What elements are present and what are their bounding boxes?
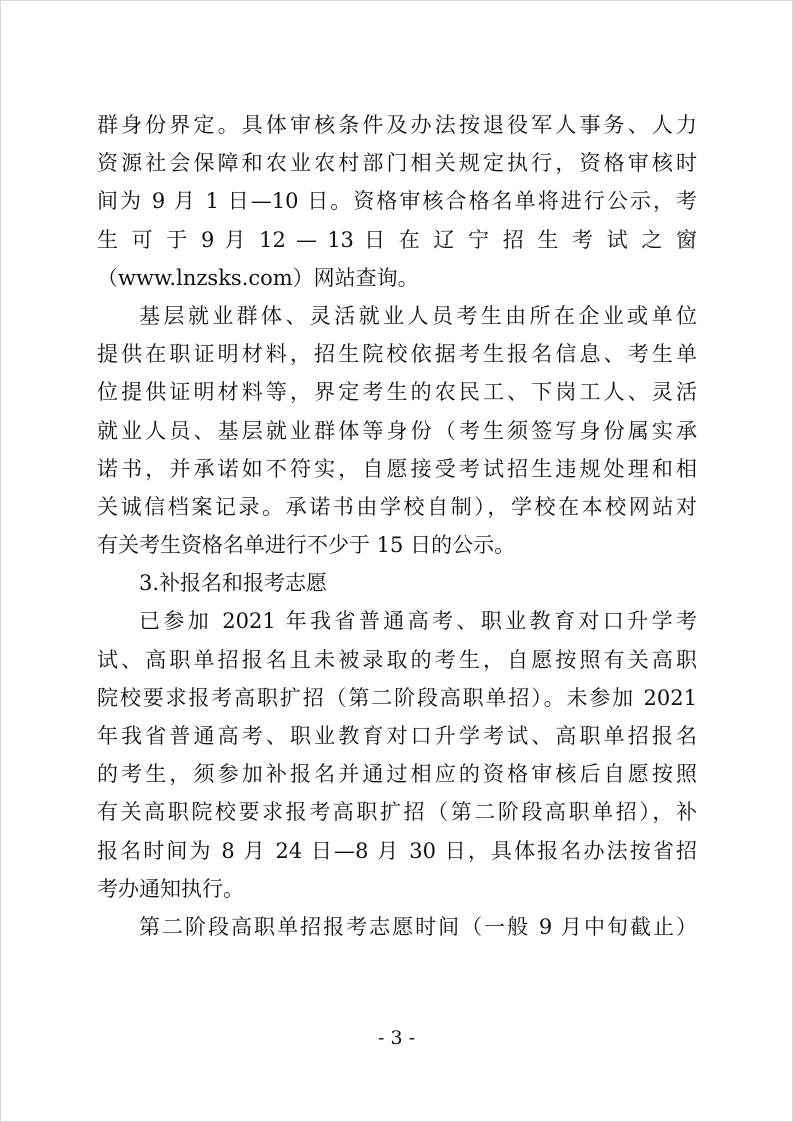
text-line: 资源社会保障和农业农村部门相关规定执行，资格审核时 <box>97 151 697 176</box>
text-line: 群身份界定。具体审核条件及办法按退役军人事务、人力 <box>97 113 697 137</box>
text-line: 报名时间为 8 月 24 日—8 月 30 日，具体报名办法按省招 <box>97 838 697 863</box>
text-line: 诺书，并承诺如不符实，自愿接受考试招生违规处理和相 <box>97 456 697 481</box>
text-line: 位提供证明材料等，界定考生的农民工、下岗工人、灵活 <box>97 380 697 405</box>
text-line: 生 可 于 9 月 12 — 13 日 在 辽 宁 招 生 考 试 之 窗 <box>97 227 697 252</box>
text-line: 就业人员、基层就业群体等身份（考生须签写身份属实承 <box>97 418 697 443</box>
text-line: （www.lnzsks.com）网站查询。 <box>97 265 419 290</box>
page-number: - 3 - <box>377 1027 415 1049</box>
text-line: 关诚信档案记录。承诺书由学校自制），学校在本校网站对 <box>97 494 697 519</box>
paragraph-start: 第二阶段高职单招报考志愿时间（一般 9 月中旬截止） <box>139 914 697 939</box>
text-line: 提供在职证明材料，招生院校依据考生报名信息、考生单 <box>97 342 697 367</box>
text-line: 有关考生资格名单进行不少于 15 日的公示。 <box>97 533 516 558</box>
text-line: 有关高职院校要求报考高职扩招（第二阶段高职单招），补 <box>97 800 697 825</box>
document-body <box>97 106 697 946</box>
paragraph-start: 基层就业群体、灵活就业人员考生由所在企业或单位 <box>139 303 697 328</box>
text-line: 年我省普通高考、职业教育对口升学考试、高职单招报名 <box>97 724 697 748</box>
text-line: 的考生，须参加补报名并通过相应的资格审核后自愿按照 <box>97 762 697 787</box>
text-line: 间为 9 月 1 日—10 日。资格审核合格名单将进行公示，考 <box>97 189 697 214</box>
section-heading: 3.补报名和报考志愿 <box>139 571 328 596</box>
paragraph-start: 已参加 2021 年我省普通高考、职业教育对口升学考 <box>139 609 697 634</box>
text-line: 院校要求报考高职扩招（第二阶段高职单招）。未参加 2021 <box>97 685 697 710</box>
text-line: 试、高职单招报名且未被录取的考生，自愿按照有关高职 <box>97 647 697 672</box>
text-line: 考办通知执行。 <box>97 876 244 901</box>
